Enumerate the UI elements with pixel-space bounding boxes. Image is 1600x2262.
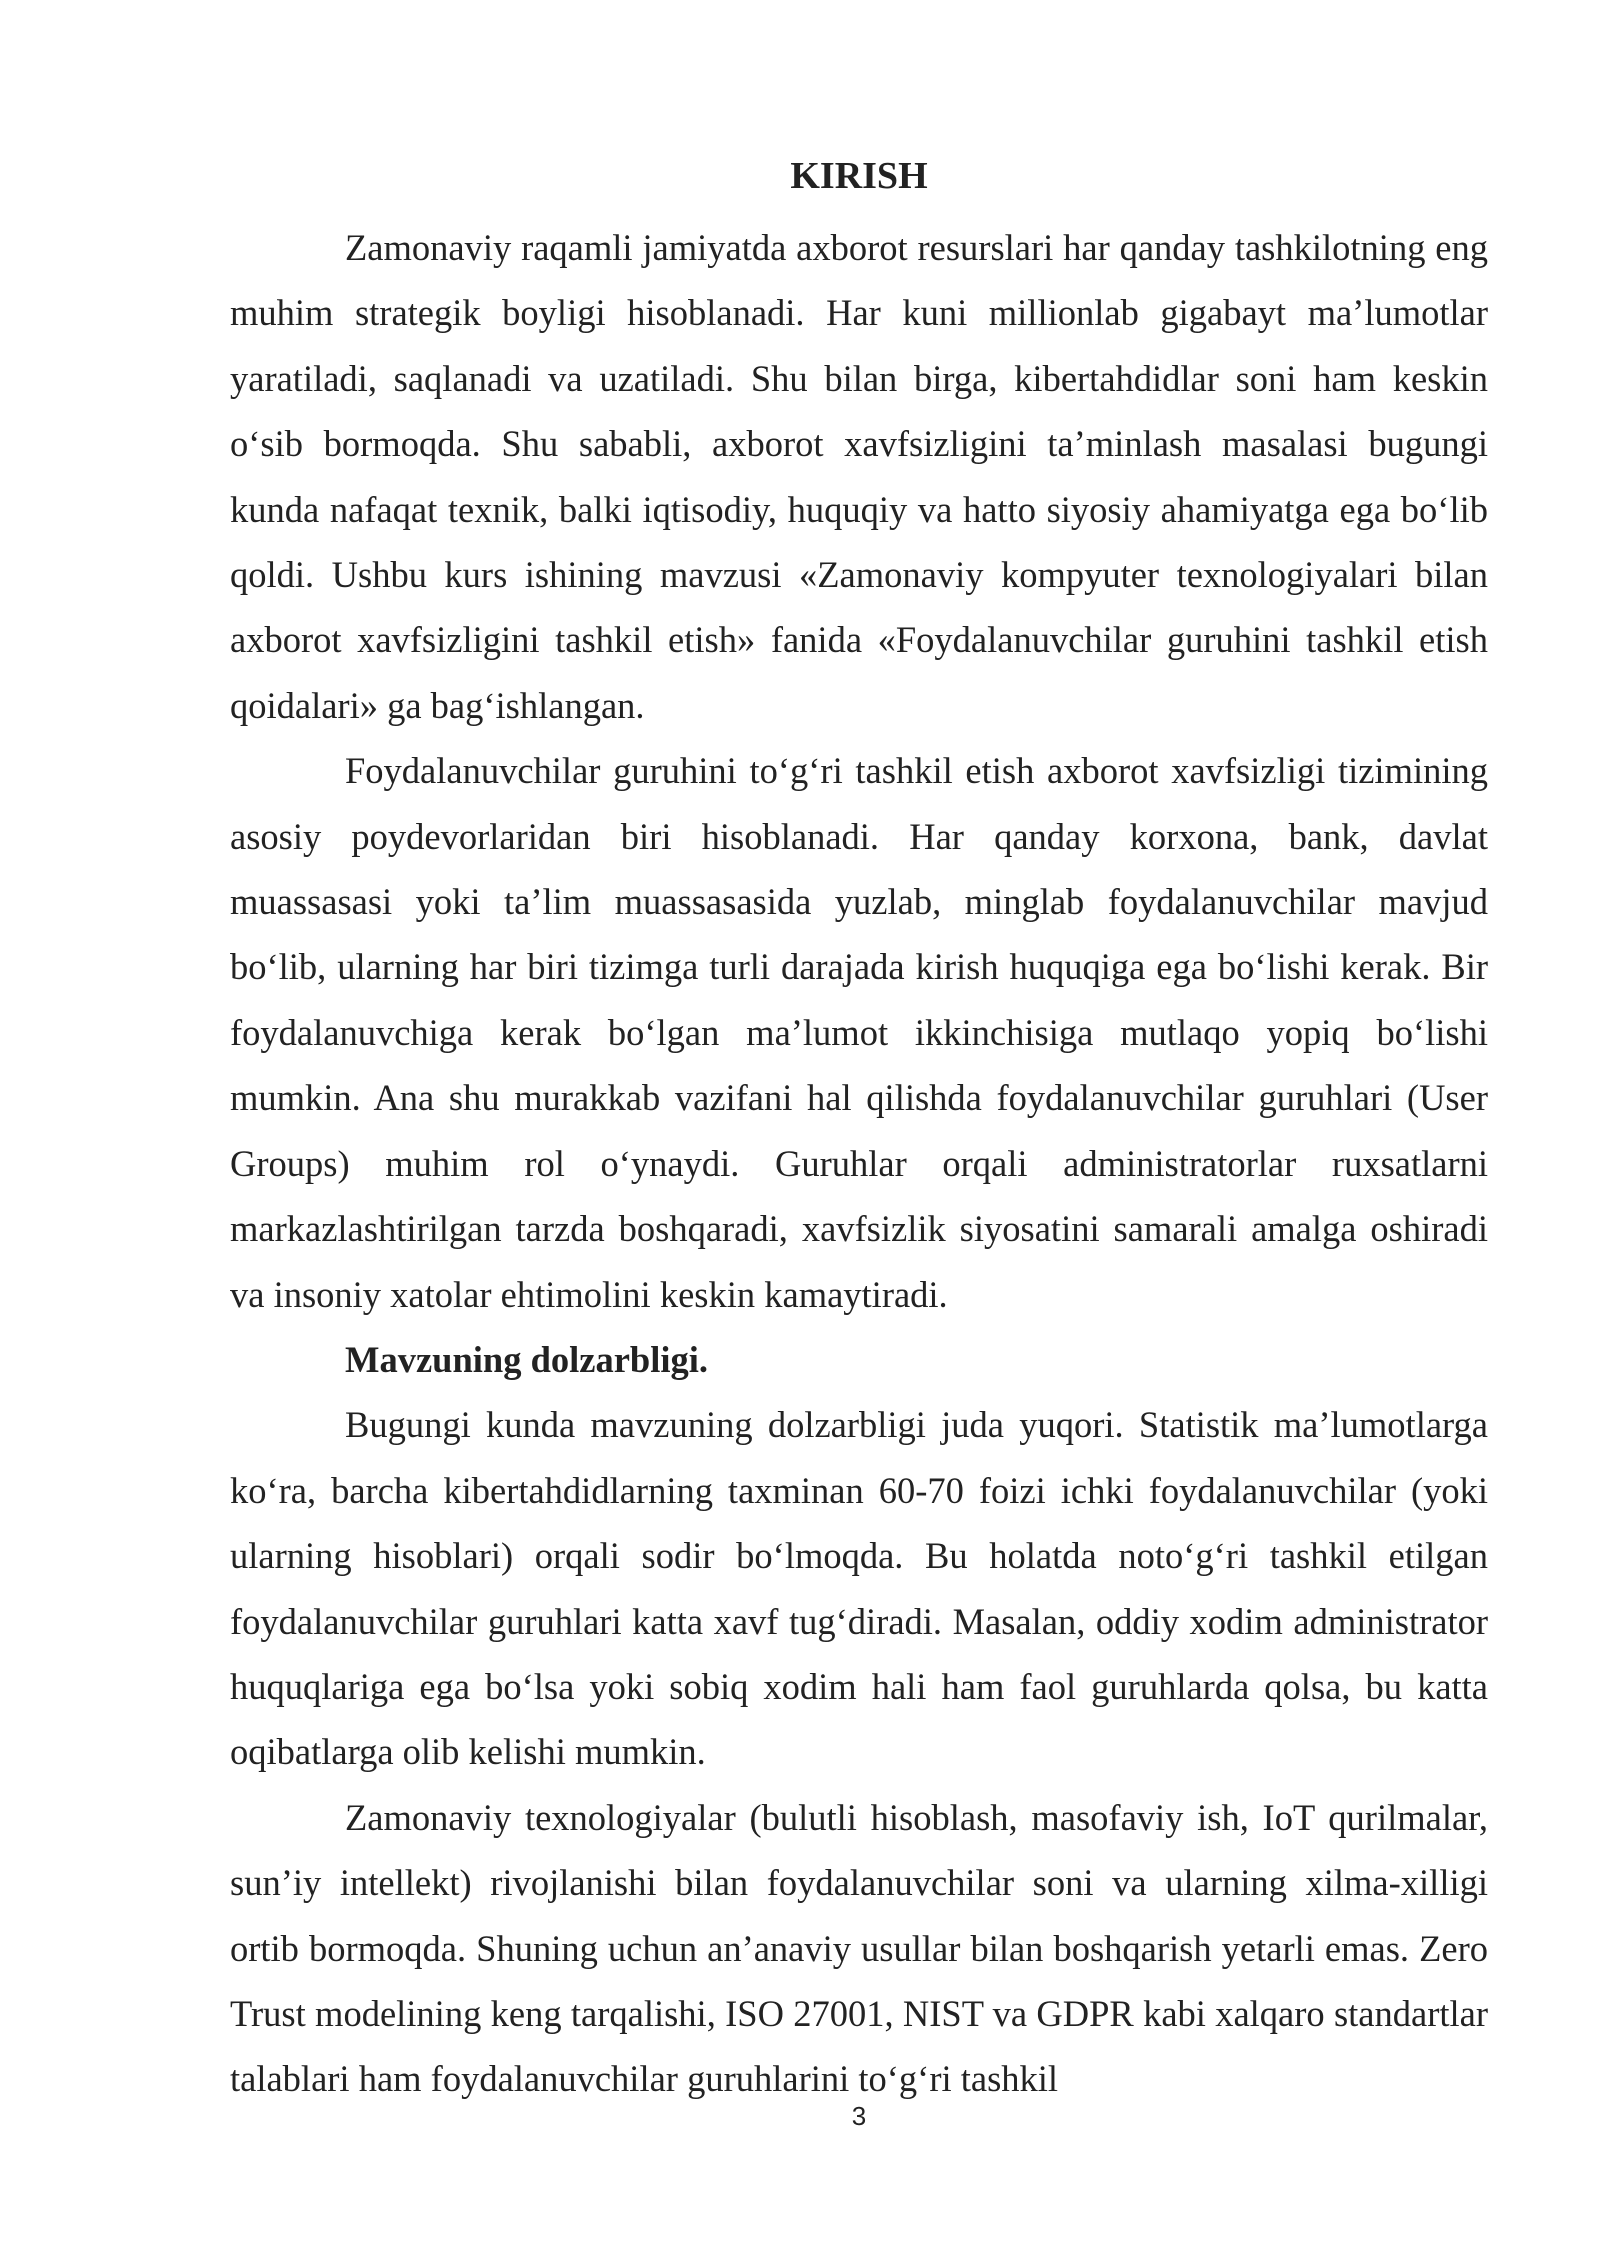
subheading-relevance: Mavzuning dolzarbligi. [345, 1338, 709, 1380]
document-page [230, 0, 1488, 2262]
paragraph-relevance: Bugungi kunda mavzuning dolzarbligi juda yuqori. Statistik ma’lumotlarga ko‘ra, barcha kibertahdidlarning taxminan 60-70 foizi ichki foydalanuvchilar (yoki ularning hisoblari) orqali sodir bo‘lmoqda. Bu holatda noto‘g‘ri tashkil etilgan foydalanuvchilar guruhlari katta xavf tug‘diradi. Masalan, oddiy xodim administrator huquqlariga ega bo‘lsa yoki sobiq xodim hali ham faol guruhlarda qolsa, bu katta oqibatlarga olib kelishi mumkin. [230, 1404, 1488, 1773]
section-heading: KIRISH [790, 155, 928, 197]
paragraph-technologies: Zamonaviy texnologiyalar (bulutli hisoblash, masofaviy ish, IoT qurilmalar, sun’iy intellekt) rivojlanishi bilan foydalanuvchilar soni va ularning xilma-xilligi ortib bormoqda. Shuning uchun an’anaviy usullar bilan boshqarish yetarli emas. Zero Trust modelining keng tarqalishi, ISO 27001, NIST va GDPR kabi xalqaro standartlar talablari ham foydalanuvchilar guruhlarini to‘g‘ri tashkil [230, 1796, 1488, 2100]
body-text [230, 215, 1488, 2112]
paragraph-intro: Zamonaviy raqamli jamiyatda axborot resurslari har qanday tashkilotning eng muhim strategik boyligi hisoblanadi. Har kuni millionlab gigabayt ma’lumotlar yaratiladi, saqlanadi va uzatiladi. Shu bilan birga, kibertahdidlar soni ham keskin o‘sib bormoqda. Shu sababli, axborot xavfsizligini ta’minlash masalasi bugungi kunda nafaqat texnik, balki iqtisodiy, huquqiy va hatto siyosiy ahamiyatga ega bo‘lib qoldi. Ushbu kurs ishining mavzusi «Zamonaviy kompyuter texnologiyalari bilan axborot xavfsizligini tashkil etish» fanida «Foydalanuvchilar guruhini tashkil etish qoidalari» ga bag‘ishlangan. [230, 227, 1488, 726]
page-number: 3 [851, 2101, 867, 2131]
paragraph-user-groups: Foydalanuvchilar guruhini to‘g‘ri tashkil etish axborot xavfsizligi tizimining asosiy poydevorlaridan biri hisoblanadi. Har qanday korxona, bank, davlat muassasasi yoki ta’lim muassasasida yuzlab, minglab foydalanuvchilar mavjud bo‘lib, ularning har biri tizimga turli darajada kirish huquqiga ega bo‘lishi kerak. Bir foydalanuvchiga kerak bo‘lgan ma’lumot ikkinchisiga mutlaqo yopiq bo‘lishi mumkin. Ana shu murakkab vazifani hal qilishda foydalanuvchilar guruhlari (User Groups) muhim rol o‘ynaydi. Guruhlar orqali administratorlar ruxsatlarni markazlashtirilgan tarzda boshqaradi, xavfsizlik siyosatini samarali amalga oshiradi va insoniy xatolar ehtimolini keskin kamaytiradi. [230, 750, 1488, 1315]
